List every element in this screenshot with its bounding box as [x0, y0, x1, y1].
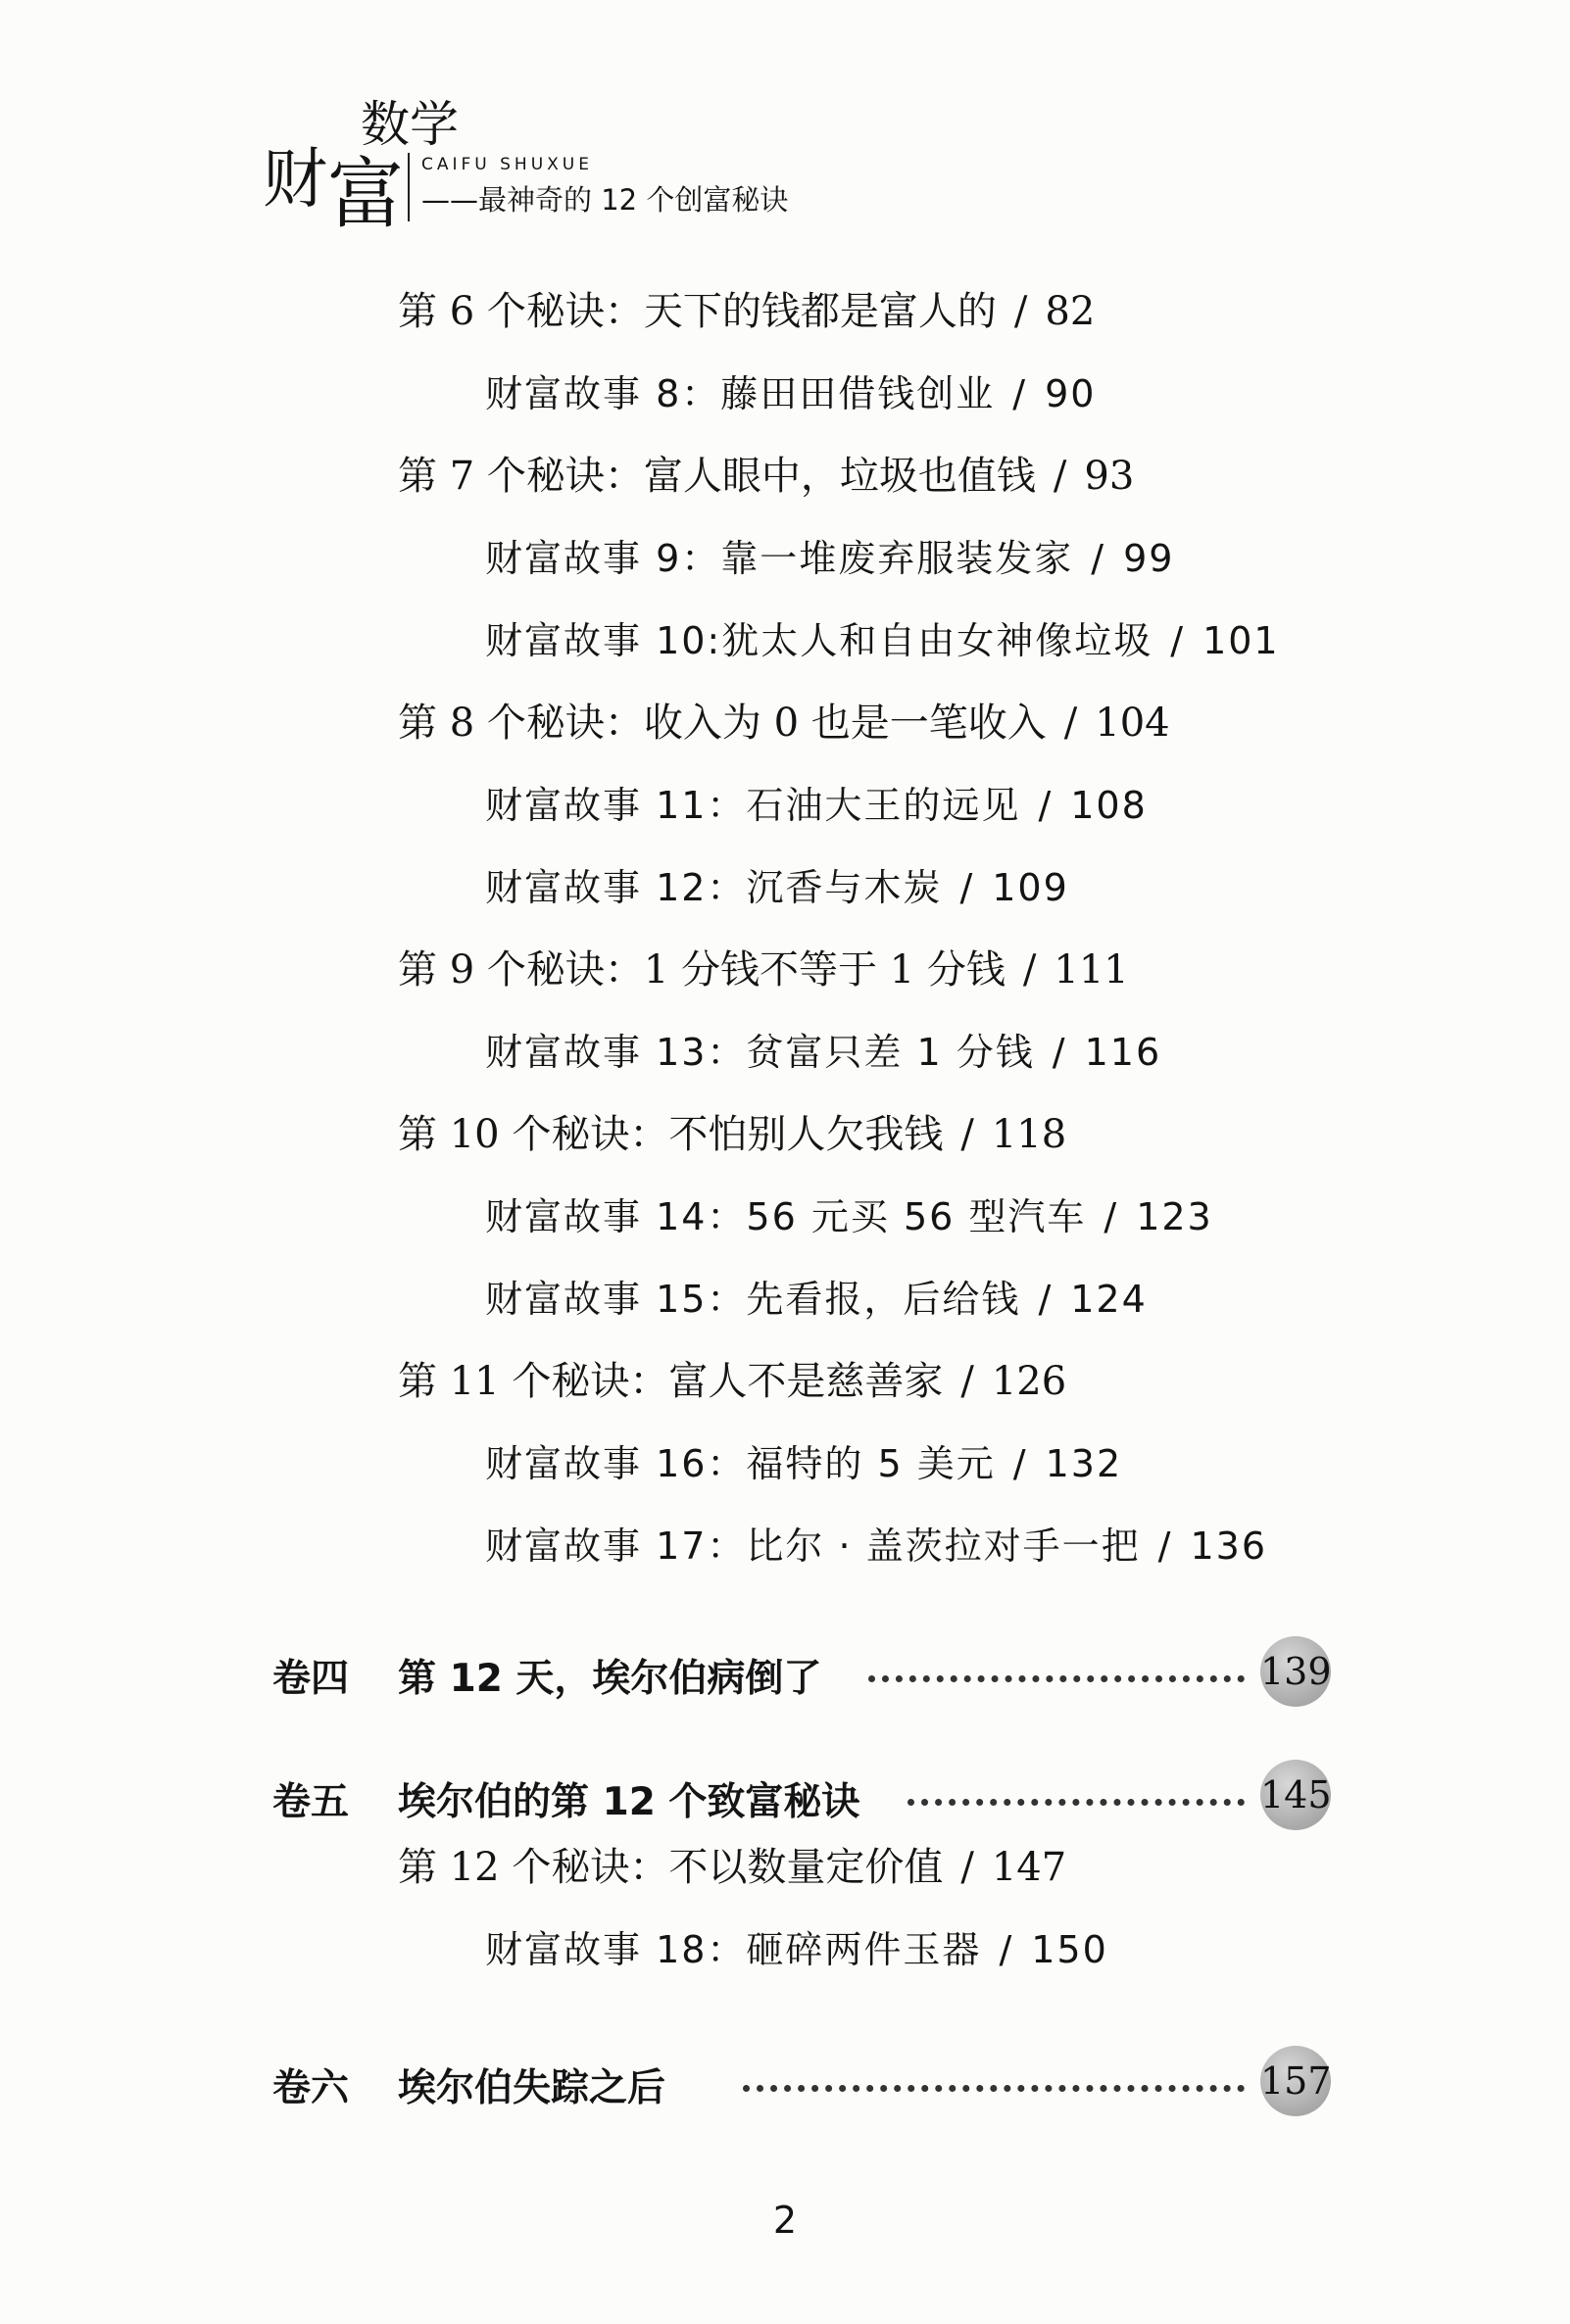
leader-dots — [908, 1799, 1245, 1806]
part-label: 卷六 — [272, 2066, 350, 2110]
toc-separator: / — [1063, 701, 1078, 746]
toc-entry-page: 124 — [1070, 1278, 1148, 1321]
toc-entry[interactable] — [398, 1356, 1066, 1407]
toc-entry[interactable] — [485, 615, 1280, 666]
toc-entry-title: 财富故事 16：福特的 5 美元 — [485, 1442, 996, 1485]
header-title-small: 数学 — [361, 96, 459, 153]
leader-dots — [868, 1675, 1245, 1682]
part-title: 埃尔伯的第 12 个致富秘诀 — [398, 1780, 860, 1824]
toc-separator: / — [1052, 1031, 1067, 1074]
toc-entry-page: 132 — [1045, 1442, 1123, 1485]
toc-entry[interactable] — [398, 286, 1095, 337]
toc-entry-title: 财富故事 13：贫富只差 1 分钱 — [485, 1031, 1035, 1074]
toc-entry-page: 104 — [1095, 701, 1170, 746]
header-subtitle: ——最神奇的 12 个创富秘诀 — [421, 183, 789, 217]
toc-separator: / — [1012, 1442, 1028, 1485]
toc-entry-title: 财富故事 12：沉香与木炭 — [485, 866, 943, 909]
toc-entry-title: 财富故事 10:犹太人和自由女神像垃圾 — [485, 619, 1153, 662]
toc-part-6[interactable] — [272, 2046, 1331, 2124]
running-header — [263, 96, 949, 239]
toc-separator: / — [1053, 454, 1067, 499]
toc-separator: / — [960, 1112, 974, 1157]
part-label: 卷五 — [272, 1780, 350, 1824]
toc-entry-title: 第 10 个秘诀：不怕别人欠我钱 — [398, 1112, 944, 1157]
toc-entry[interactable] — [485, 368, 1096, 419]
toc-entry-page: 123 — [1136, 1195, 1213, 1238]
toc-entry[interactable] — [398, 451, 1134, 502]
toc-entry[interactable] — [398, 698, 1170, 749]
page-number: 2 — [772, 2199, 798, 2242]
toc-entry-title: 财富故事 14：56 元买 56 型汽车 — [485, 1195, 1087, 1238]
toc-entry-title: 第 6 个秘诀：天下的钱都是富人的 — [398, 289, 997, 334]
toc-entry-page: 101 — [1202, 619, 1280, 662]
toc-entry[interactable] — [398, 944, 1129, 995]
toc-separator: / — [999, 1928, 1014, 1971]
toc-entry[interactable] — [398, 1842, 1066, 1893]
part-title: 第 12 天，埃尔伯病倒了 — [398, 1657, 822, 1701]
toc-entry-title: 财富故事 8：藤田田借钱创业 — [485, 372, 996, 415]
toc-entry[interactable] — [485, 1027, 1161, 1078]
toc-entry-page: 93 — [1084, 454, 1135, 499]
toc-entry-page: 108 — [1070, 784, 1148, 827]
toc-separator: / — [1170, 619, 1186, 662]
header-pinyin: CAIFU SHUXUE — [421, 155, 593, 174]
toc-separator: / — [1013, 289, 1028, 334]
toc-entry[interactable] — [485, 862, 1069, 913]
part-page-badge: 157 — [1260, 2046, 1331, 2116]
header-divider — [408, 153, 410, 221]
part-title: 埃尔伯失踪之后 — [398, 2066, 666, 2110]
toc-entry-title: 第 8 个秘诀：收入为 0 也是一笔收入 — [398, 701, 1047, 746]
toc-part-5[interactable] — [272, 1760, 1331, 1838]
part-page-badge: 139 — [1260, 1636, 1331, 1707]
toc-entry-title: 财富故事 11：石油大王的远见 — [485, 784, 1021, 827]
part-page-badge: 145 — [1260, 1760, 1331, 1830]
toc-entry-page: 109 — [992, 866, 1069, 909]
toc-entry[interactable] — [485, 533, 1174, 584]
toc-entry-title: 第 11 个秘诀：富人不是慈善家 — [398, 1359, 944, 1404]
toc-entry-page: 126 — [991, 1359, 1067, 1404]
toc-entry-title: 财富故事 18：砸碎两件玉器 — [485, 1928, 982, 1971]
toc-part-4[interactable] — [272, 1636, 1331, 1715]
toc-separator: / — [960, 1359, 974, 1404]
toc-separator: / — [960, 1845, 974, 1890]
toc-entry-title: 第 9 个秘诀：1 分钱不等于 1 分钱 — [398, 947, 1006, 993]
toc-entry-title: 财富故事 17：比尔 · 盖茨拉对手一把 — [485, 1525, 1141, 1568]
toc-separator: / — [1038, 784, 1054, 827]
toc-entry-page: 90 — [1045, 372, 1097, 415]
toc-entry-title: 第 7 个秘诀：富人眼中，垃圾也值钱 — [398, 454, 1036, 499]
toc-separator: / — [1157, 1525, 1173, 1568]
toc-entry[interactable] — [485, 1521, 1267, 1572]
part-label: 卷四 — [272, 1657, 350, 1701]
toc-entry-title: 财富故事 9：靠一堆废弃服装发家 — [485, 537, 1074, 580]
toc-separator: / — [1038, 1278, 1054, 1321]
toc-entry[interactable] — [485, 1924, 1108, 1975]
toc-separator: / — [1104, 1195, 1119, 1238]
toc-separator: / — [959, 866, 975, 909]
toc-separator: / — [1091, 537, 1106, 580]
toc-entry-page: 82 — [1045, 289, 1096, 334]
toc-entry[interactable] — [485, 1274, 1148, 1325]
toc-entry-page: 111 — [1054, 947, 1129, 993]
toc-entry-page: 116 — [1084, 1031, 1162, 1074]
toc-entry-page: 150 — [1031, 1928, 1108, 1971]
toc-entry-page: 147 — [991, 1845, 1067, 1890]
toc-entry-page: 99 — [1123, 537, 1175, 580]
toc-separator: / — [1012, 372, 1028, 415]
toc-entry-title: 财富故事 15：先看报，后给钱 — [485, 1278, 1021, 1321]
toc-entry-title: 第 12 个秘诀：不以数量定价值 — [398, 1845, 944, 1890]
toc-entry[interactable] — [485, 1191, 1213, 1242]
toc-entry-page: 136 — [1190, 1525, 1268, 1568]
toc-entry[interactable] — [485, 1438, 1122, 1489]
toc-entry-page: 118 — [991, 1112, 1067, 1157]
toc-separator: / — [1022, 947, 1037, 993]
header-title-char2: 富 — [327, 151, 405, 239]
toc-entry[interactable] — [398, 1109, 1066, 1160]
leader-dots — [743, 2085, 1245, 2092]
toc-entry[interactable] — [485, 780, 1148, 831]
header-title-char1: 财 — [263, 141, 327, 217]
